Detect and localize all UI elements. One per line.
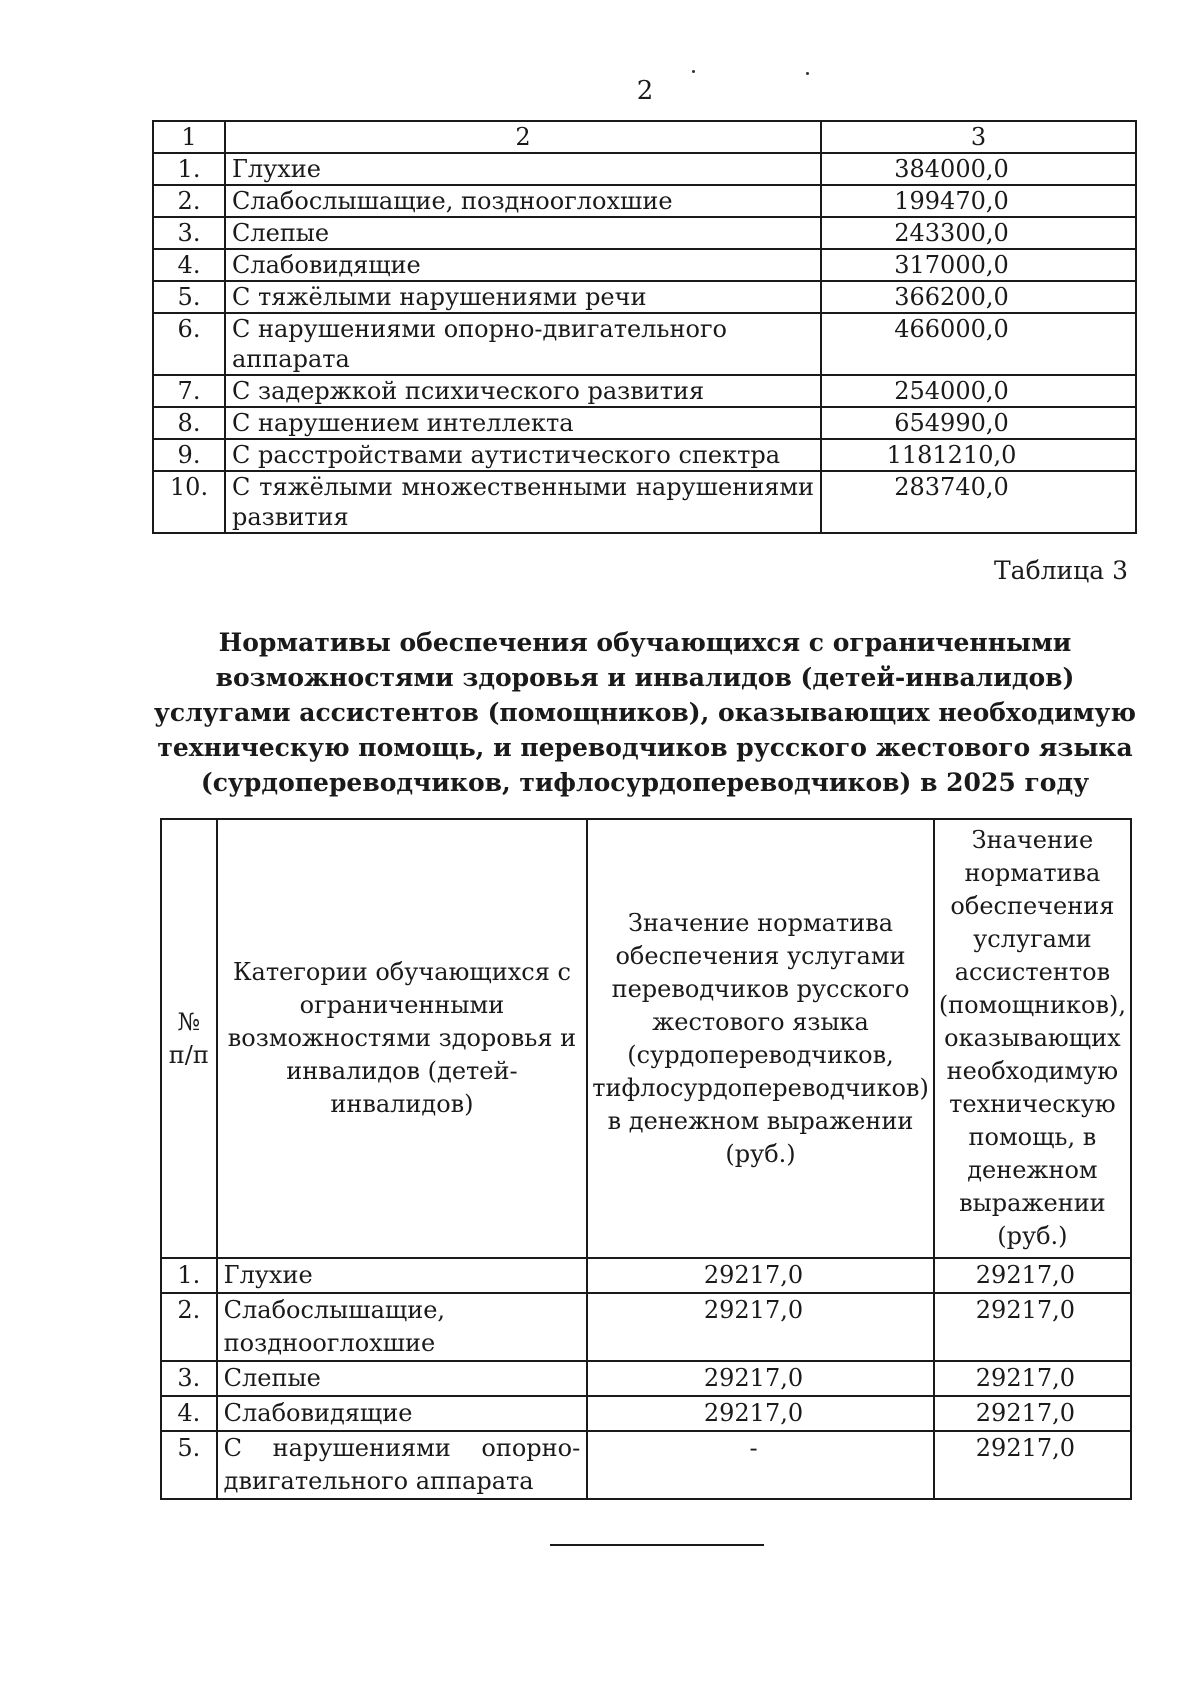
row-interpreters-value: 29217,0 [587, 1293, 934, 1361]
table-row [161, 1396, 1131, 1431]
row-number: 9. [153, 439, 225, 471]
row-value: 384000,0 [821, 153, 1136, 185]
row-interpreters-value: 29217,0 [587, 1396, 934, 1431]
header-assistants-norm: Значение норматива обеспечения услугами ассистентов (помощников), оказывающих необходимую техническую помощь, в денежном выражении (руб.) [934, 819, 1131, 1258]
row-category: С тяжёлыми множественными нарушениями развития [225, 471, 821, 533]
row-category: Слепые [217, 1361, 588, 1396]
row-number: 4. [161, 1396, 217, 1431]
row-assistants-value: 29217,0 [934, 1293, 1131, 1361]
header-col-3: 3 [821, 121, 1136, 153]
row-category: Слабовидящие [217, 1396, 588, 1431]
table-row [153, 217, 1136, 249]
table-row [153, 313, 1136, 375]
norms-table [160, 818, 1132, 1500]
row-value: 254000,0 [821, 375, 1136, 407]
continuation-table [152, 120, 1137, 534]
row-number: 1. [161, 1258, 217, 1293]
row-category: Слабослышащие, позднооглохшие [217, 1293, 588, 1361]
row-assistants-value: 29217,0 [934, 1361, 1131, 1396]
header-col-2: 2 [225, 121, 821, 153]
footer-divider [550, 1544, 764, 1546]
header-interpreters-norm: Значение норматива обеспечения услугами переводчиков русского жестового языка (сурдопереводчиков, тифлосурдопереводчиков) в денежном выражении (руб.) [587, 819, 934, 1258]
row-category: С тяжёлыми нарушениями речи [225, 281, 821, 313]
table-row [161, 1431, 1131, 1499]
header-col-1: 1 [153, 121, 225, 153]
row-number: 7. [153, 375, 225, 407]
row-value: 466000,0 [821, 313, 1136, 375]
row-category: Глухие [225, 153, 821, 185]
row-number: 5. [153, 281, 225, 313]
scan-speck [806, 72, 809, 75]
row-number: 6. [153, 313, 225, 375]
table-header-row [161, 819, 1131, 1258]
table-row [161, 1258, 1131, 1293]
table-row [153, 407, 1136, 439]
row-value: 317000,0 [821, 249, 1136, 281]
row-category: Слабослышащие, позднооглохшие [225, 185, 821, 217]
row-category: С нарушением интеллекта [225, 407, 821, 439]
row-category: Слепые [225, 217, 821, 249]
table-title: Нормативы обеспечения обучающихся с ограниченными возможностями здоровья и инвалидов (детей-инвалидов) услугами ассистентов (помощников), оказывающих необходимую техническую помощь, и переводчиков русского жестового языка (сурдопереводчиков, тифлосурдопереводчиков) в 2025 году [153, 628, 1137, 797]
table-row [153, 153, 1136, 185]
page-number: 2 [636, 76, 654, 106]
row-category: С нарушениями опорно-двигательного аппарата [225, 313, 821, 375]
row-number: 8. [153, 407, 225, 439]
table-row [153, 249, 1136, 281]
row-category: Глухие [217, 1258, 588, 1293]
row-number: 5. [161, 1431, 217, 1499]
row-number: 1. [153, 153, 225, 185]
row-number: 3. [153, 217, 225, 249]
row-number: 3. [161, 1361, 217, 1396]
header-category: Категории обучающихся с ограниченными возможностями здоровья и инвалидов (детей-инвалидов) [217, 819, 588, 1258]
row-value: 1181210,0 [821, 439, 1136, 471]
row-interpreters-value: 29217,0 [587, 1258, 934, 1293]
row-category: С расстройствами аутистического спектра [225, 439, 821, 471]
row-assistants-value: 29217,0 [934, 1431, 1131, 1499]
row-value: 199470,0 [821, 185, 1136, 217]
row-value: 283740,0 [821, 471, 1136, 533]
table-row [153, 375, 1136, 407]
row-category: С задержкой психического развития [225, 375, 821, 407]
table-row [161, 1361, 1131, 1396]
table-row [161, 1293, 1131, 1361]
row-assistants-value: 29217,0 [934, 1258, 1131, 1293]
table-row [153, 471, 1136, 533]
row-assistants-value: 29217,0 [934, 1396, 1131, 1431]
table-label: Таблица 3 [993, 556, 1128, 585]
table-row [153, 185, 1136, 217]
row-category: С нарушениями опорно-двигательного аппарата [217, 1431, 588, 1499]
row-number: 4. [153, 249, 225, 281]
row-number: 2. [161, 1293, 217, 1361]
row-number: 2. [153, 185, 225, 217]
scan-speck [692, 70, 695, 73]
table-row [153, 439, 1136, 471]
row-number: 10. [153, 471, 225, 533]
table-header-row [153, 121, 1136, 153]
row-interpreters-value: 29217,0 [587, 1361, 934, 1396]
row-value: 243300,0 [821, 217, 1136, 249]
header-number: № п/п [161, 819, 217, 1258]
row-value: 366200,0 [821, 281, 1136, 313]
row-category: Слабовидящие [225, 249, 821, 281]
row-interpreters-value: - [587, 1431, 934, 1499]
row-value: 654990,0 [821, 407, 1136, 439]
table-row [153, 281, 1136, 313]
